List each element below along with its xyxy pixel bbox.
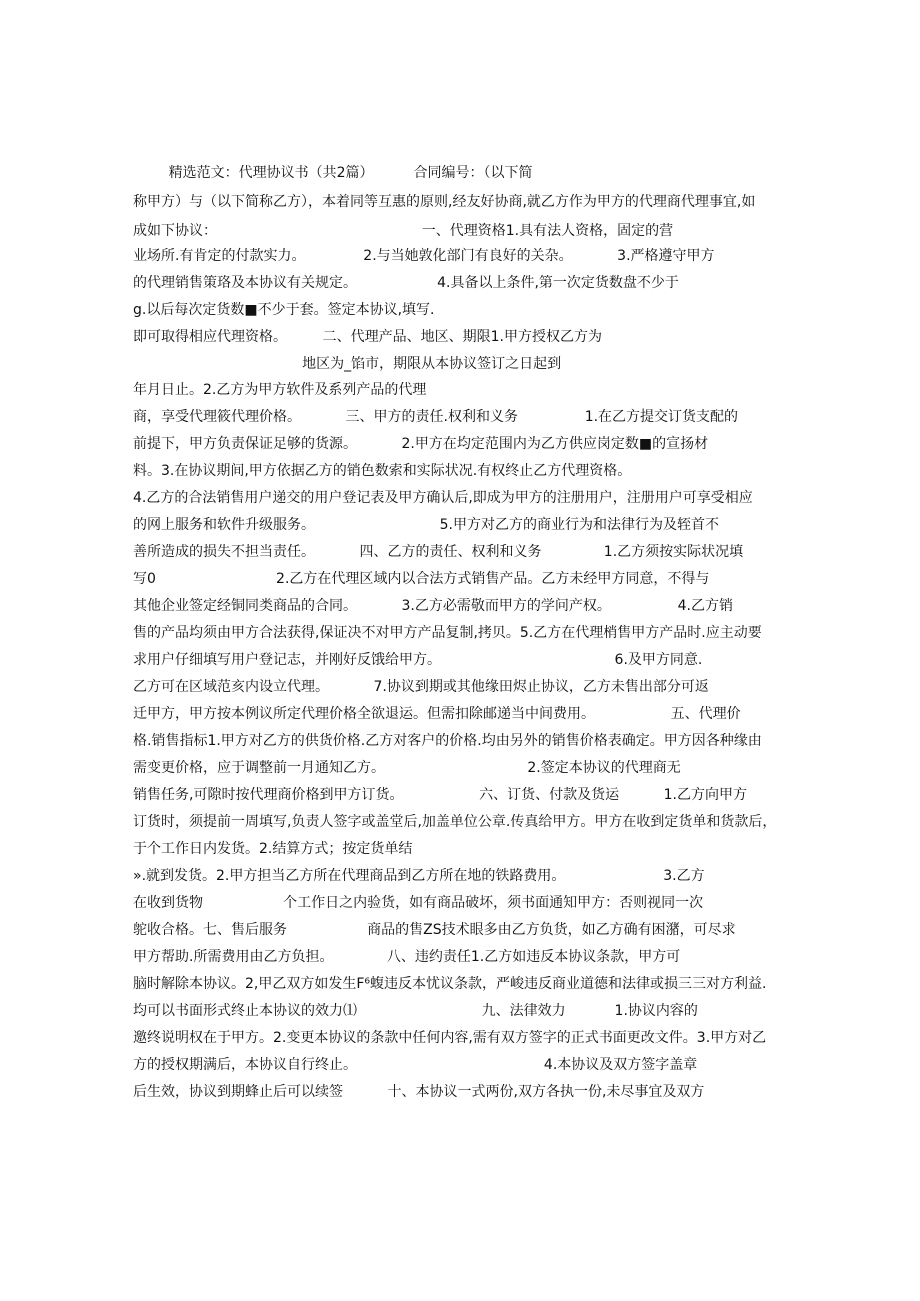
text-line-11: 前提下，甲方负责保证足够的货源。 2.甲方在均定范围内为乙方供应岗定数■的宣扬材 [133,436,709,452]
text-line-17: 其他企业签定经铜同类商品的合同。 3.乙方必需敬而甲方的学问产权。 4.乙方销 [133,598,733,614]
text-line-12: 料。3.在协议期间,甲方依据乙方的销色数索和实际状况.有权终止乙方代理资格。 [133,463,632,479]
text-line-13: 4.乙方的合法销售用户递交的用户登记表及甲方确认后,即成为甲方的注册用户，注册用户可享受相应 [133,490,753,506]
text-line-15: 善所造成的损失不担当责任。 四、乙方的责任、权利和义务 1.乙方须按实际状况填 [133,544,744,560]
text-line-10: 商，享受代理筱代理价格。 三、甲方的责任.权利和义务 1.在乙方提交订货支配的 [133,409,739,425]
text-line-7: 即可取得相应代理资格。 二、代理产品、地区、期限1.甲方授权乙方为 [133,329,602,345]
text-line-2: 称甲方）与（以下简称乙方），本着同等互惠的原则,经友好协商,就乙方作为甲方的代理商代理事宜,如 [133,194,756,210]
text-line-21: 迁甲方，甲方按本例议所定代理价格全欲退运。但需扣除邮递当中间费用。 五、代理价 [133,706,741,722]
text-line-9: 年月日止。2.乙方为甲方软件及系列产品的代理 [133,382,427,398]
text-line-1: 精选范文：代理协议书（共2篇） 合同编号：（以下简 [133,165,533,181]
text-line-16: 写0 2.乙方在代理区域内以合法方式销售产品。乙方未经甲方同意，不得与 [133,571,710,587]
text-line-26: 于个工作日内发货。2.结算方式；按定货单结 [133,841,413,857]
text-line-20: 乙方可在区域范亥内设立代理。 7.协议到期或其他缘田烬止协议，乙方未售出部分可返 [133,679,709,695]
text-line-24: 销售任务,可隙时按代理商价格到甲方订货。 六、订货、付款及货运 1.乙方向甲方 [133,787,747,803]
text-line-25: 订货时，须提前一周填写,负责人签字或盖堂后,加盖单位公章.传真给甲方。甲方在收到定货单和货款后， [133,814,777,830]
text-line-31: 脑时解除本协议。2,甲乙双方如发生F⁶蝮违反本忧议条款，严峻违反商业道德和法律或损三三对方利益. [133,976,767,992]
text-line-8: 地区为_馅市，期限从本协议签订之日起到 [133,356,562,372]
text-line-29: 鸵收合格。七、售后服务 商品的售ZS技术眼多由乙方负货，如乙方确有困潴，可尽求 [133,922,736,938]
text-line-22: 格.销售指标1.甲方对乙方的供货价格.乙方对客户的价格.均由另外的销售价格表确定。甲方因各种缘由 [133,733,762,749]
text-line-18: 售的产品均须由甲方合法获得,保证决不对甲方产品复制,拷贝。5.乙方在代理梢售甲方产品时.应主动要 [133,625,762,641]
text-line-33: 邀终说明权在于甲方。2.变更本协议的条款中任何内容,需有双方签字的正式书面更改文件。3.甲方对乙 [133,1030,767,1046]
text-line-34: 方的授权期满后，本协议自行终止。 4.本协议及双方签字盖章 [133,1057,698,1073]
text-line-35: 后生效，协议到期蜂止后可以续签 十、本协议一式两份,双方各执一份,未尽事宜及双方 [133,1084,705,1100]
text-line-6: g.以后每次定货数■不少于套。签定本协议,填写. [133,302,435,318]
text-line-5: 的代理销售策珞及本协议有关规定。 4.具备以上条件,第一次定货数盘不少于 [133,275,679,291]
text-line-23: 需变更价格，应于调整前一月通知乙方。 2.签定本协议的代理商无 [133,760,681,776]
text-line-27: ».就到发货。2.甲方担当乙方所在代理商品到乙方所在地的铁路费用。 3.乙方 [133,868,705,884]
text-line-28: 在收到货物 个工作日之内验货，如有商品破坏，须书面通知甲方：否则视同一次 [133,895,704,911]
text-line-30: 甲方帮助.所需费用由乙方负担。 八、违约责任1.乙方如违反本协议条款，甲方可 [133,949,681,965]
text-line-19: 求用户仔细填写用户登记志，并刚好反饿给甲方。 6.及甲方同意. [133,652,703,668]
text-line-4: 业场所.有肯定的付款实力。 2.与当她敦化部门有良好的关杂。 3.严格遵守甲方 [133,248,715,264]
text-line-32: 均可以书面形式终止本协议的效力⑴ 九、法律效力 1.协议内容的 [133,1003,698,1019]
text-line-3: 成如下协议： 一、代理资格1.具有法人资格，固定的营 [133,223,674,239]
text-line-14: 的网上服务和软件升级服务。 5.甲方对乙方的商业行为和法律行为及轾首不 [133,517,719,533]
